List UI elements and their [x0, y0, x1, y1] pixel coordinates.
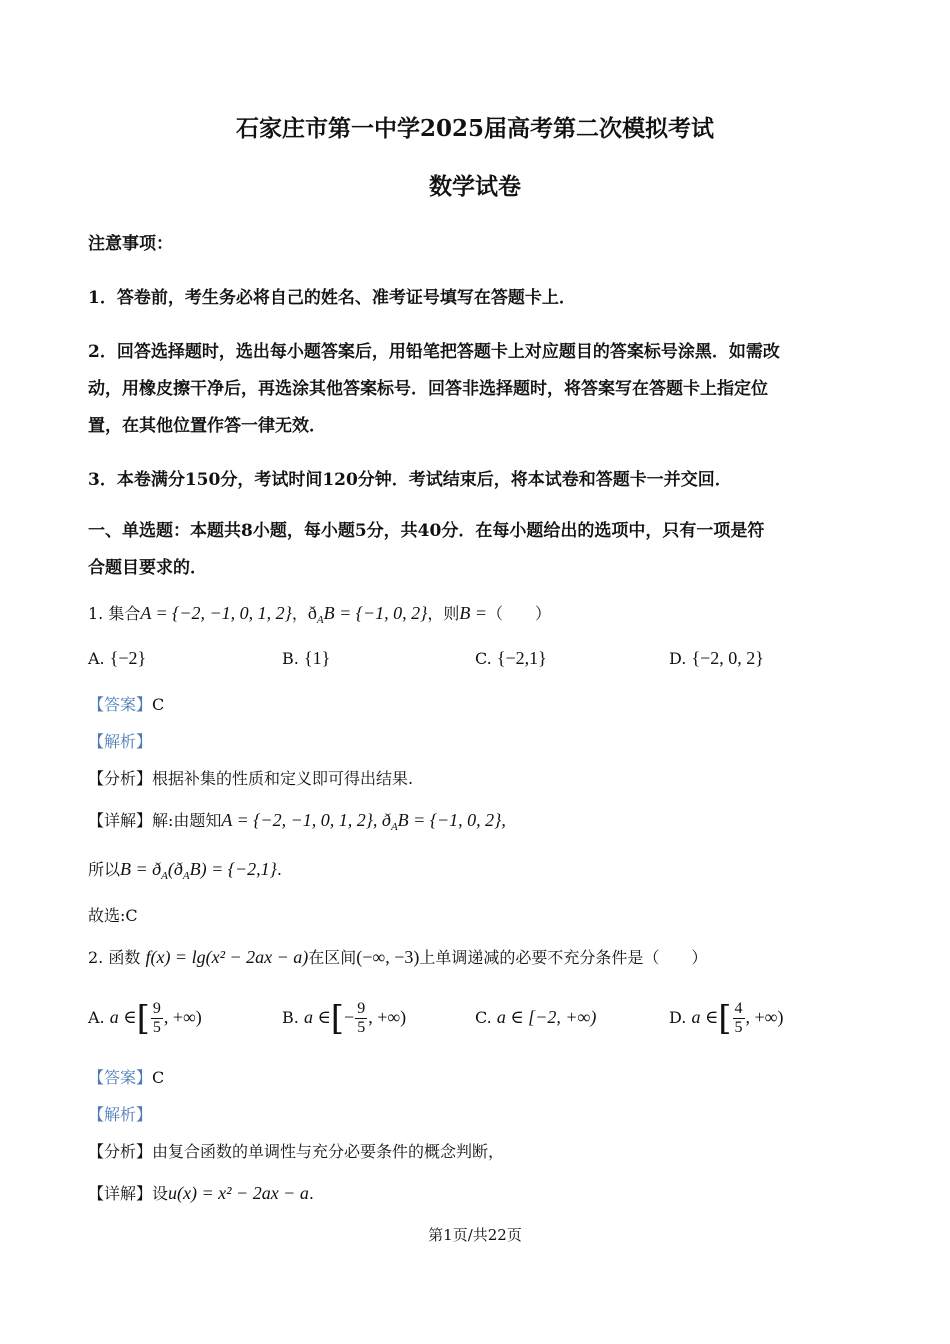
detail-line: [88, 808, 506, 833]
suoyi-math2: B) = {−2,1}: [189, 859, 277, 879]
suoyi-text: 所以: [88, 860, 121, 879]
option-a[interactable]: [88, 648, 146, 669]
option-label: C.: [475, 649, 492, 668]
option-suffix: , +∞): [163, 1007, 202, 1027]
xiangjie-text: 解:由题知: [152, 811, 222, 830]
option-prefix: a ∈: [303, 1007, 331, 1027]
option-value: {−2,1}: [496, 648, 547, 668]
suoyi-math: B = ð: [120, 859, 162, 879]
option-c[interactable]: [475, 992, 596, 1042]
fraction-numerator: 9: [152, 1000, 161, 1017]
notice-heading: 注意事项：: [88, 234, 173, 254]
option-c[interactable]: [475, 648, 547, 669]
option-prefix: a ∈: [691, 1007, 719, 1027]
analysis-line: [88, 1139, 504, 1162]
option-label: D.: [669, 1008, 687, 1027]
option-label: C.: [475, 1008, 492, 1027]
question-number: 1. 集合: [88, 604, 141, 623]
xiangjie-text: 设: [152, 1184, 169, 1203]
option-value: {1}: [303, 648, 331, 668]
option-label: A.: [88, 1008, 105, 1027]
answer-paren: （ ）: [486, 604, 551, 623]
notice-item: 2．回答选择题时，选出每小题答案后，用铅笔把答题卡上对应题目的答案标号涂黑．如需改: [88, 342, 780, 362]
analysis-line: [88, 766, 413, 789]
answer-line: [88, 1065, 164, 1088]
option-label: A.: [88, 649, 105, 668]
answer-value: C: [152, 1068, 165, 1087]
then-text: ，则: [427, 604, 460, 623]
xiangjie-math: u(x) = x² − 2ax − a: [168, 1183, 309, 1203]
question-text: 在区间: [308, 948, 357, 967]
function-expression: f(x) = lg(x² − 2ax − a): [145, 947, 309, 967]
question-number: 2. 函数: [88, 948, 141, 967]
xiangjie-sub: A: [390, 821, 398, 834]
section-header: 一、单选题：本题共8小题，每小题5分，共40分．在每小题给出的选项中，只有一项是符: [88, 521, 765, 541]
notice-item: 动，用橡皮擦干净后，再选涂其他答案标号．回答非选择题时，将答案写在答题卡上指定位: [88, 379, 768, 399]
answer-tag: 【答案】: [88, 695, 153, 714]
xiangjie-end: .: [308, 1184, 314, 1203]
option-b[interactable]: B. a ∈[− $\frac{9}{5}$ , +∞): [282, 998, 407, 1039]
fenxi-text: 根据补集的性质和定义即可得出结果.: [152, 769, 414, 788]
page-number: 第1页/共22页: [428, 1226, 522, 1244]
interval: (−∞, −3): [356, 947, 420, 967]
fenxi-tag: 【分析】: [88, 769, 153, 788]
fenxi-tag: 【分析】: [88, 1142, 153, 1161]
suoyi-paren: (ð: [167, 859, 183, 879]
option-d[interactable]: [669, 648, 764, 669]
option-suffix: , +∞): [745, 1007, 784, 1027]
option-prefix: a ∈: [109, 1007, 137, 1027]
option-value: a ∈ [−2, +∞): [496, 1007, 597, 1027]
question-2: [88, 945, 707, 968]
answer-line: [88, 692, 164, 715]
option-suffix: , +∞): [368, 1007, 407, 1027]
negative-sign: −: [344, 1007, 355, 1027]
xiangjie-tag: 【详解】: [88, 811, 153, 830]
xiangjie-tag: 【详解】: [88, 1184, 153, 1203]
fraction-numerator: 9: [357, 1000, 366, 1017]
notice-item: 1．答卷前，考生务必将自己的姓名、准考证号填写在答题卡上．: [88, 288, 576, 308]
option-value: {−2}: [109, 648, 147, 668]
option-label: B.: [282, 649, 299, 668]
xiangjie-math: A = {−2, −1, 0, 1, 2}, ð: [221, 810, 391, 830]
detail-line: [88, 1181, 314, 1204]
fenxi-text: 由复合函数的单调性与充分必要条件的概念判断，: [152, 1142, 505, 1161]
complement-symbol: ð: [307, 603, 317, 623]
option-label: B.: [282, 1008, 299, 1027]
question-1: [88, 601, 551, 626]
suoyi-end: .: [276, 860, 282, 879]
page-subtitle: 数学试卷: [429, 173, 521, 200]
option-d[interactable]: D. a ∈[ $\frac{4}{5}$ , +∞): [669, 998, 784, 1039]
fraction-denominator: 5: [357, 1019, 366, 1036]
suoyi-sub2: A: [182, 870, 190, 883]
fraction-numerator: 4: [734, 1000, 743, 1017]
notice-item: 置，在其他位置作答一律无效．: [88, 416, 326, 436]
question-text: 上单调递减的必要不充分条件是（ ）: [419, 948, 708, 967]
section-header: 合题目要求的．: [88, 558, 207, 578]
notice-item: 3．本卷满分150分，考试时间120分钟．考试结束后，将本试卷和答题卡一并交回．: [88, 470, 732, 490]
ask-b: B =: [459, 603, 487, 623]
analysis-tag: 【解析】: [88, 732, 153, 751]
option-value: {−2, 0, 2}: [691, 648, 764, 668]
option-b[interactable]: [282, 648, 330, 669]
complement-set: B = {−1, 0, 2}: [323, 603, 428, 623]
set-a: A = {−2, −1, 0, 1, 2}: [140, 603, 292, 623]
option-label: D.: [669, 649, 687, 668]
xiangjie-math2: B = {−1, 0, 2},: [397, 810, 506, 830]
page-title: 石家庄市第一中学2025届高考第二次模拟考试: [235, 115, 714, 142]
fraction-denominator: 5: [734, 1019, 743, 1036]
answer-tag: 【答案】: [88, 1068, 153, 1087]
separator: ，: [291, 604, 308, 623]
fraction-denominator: 5: [152, 1019, 161, 1036]
suoyi-sub: A: [161, 870, 168, 883]
option-a[interactable]: A. a ∈[ $\frac{9}{5}$ , +∞): [88, 998, 202, 1039]
final-choice: 故选:C: [88, 906, 138, 925]
complement-subscript: A: [316, 614, 324, 627]
answer-value: C: [152, 695, 165, 714]
analysis-tag: 【解析】: [88, 1105, 153, 1124]
conclusion-line: [88, 857, 282, 882]
